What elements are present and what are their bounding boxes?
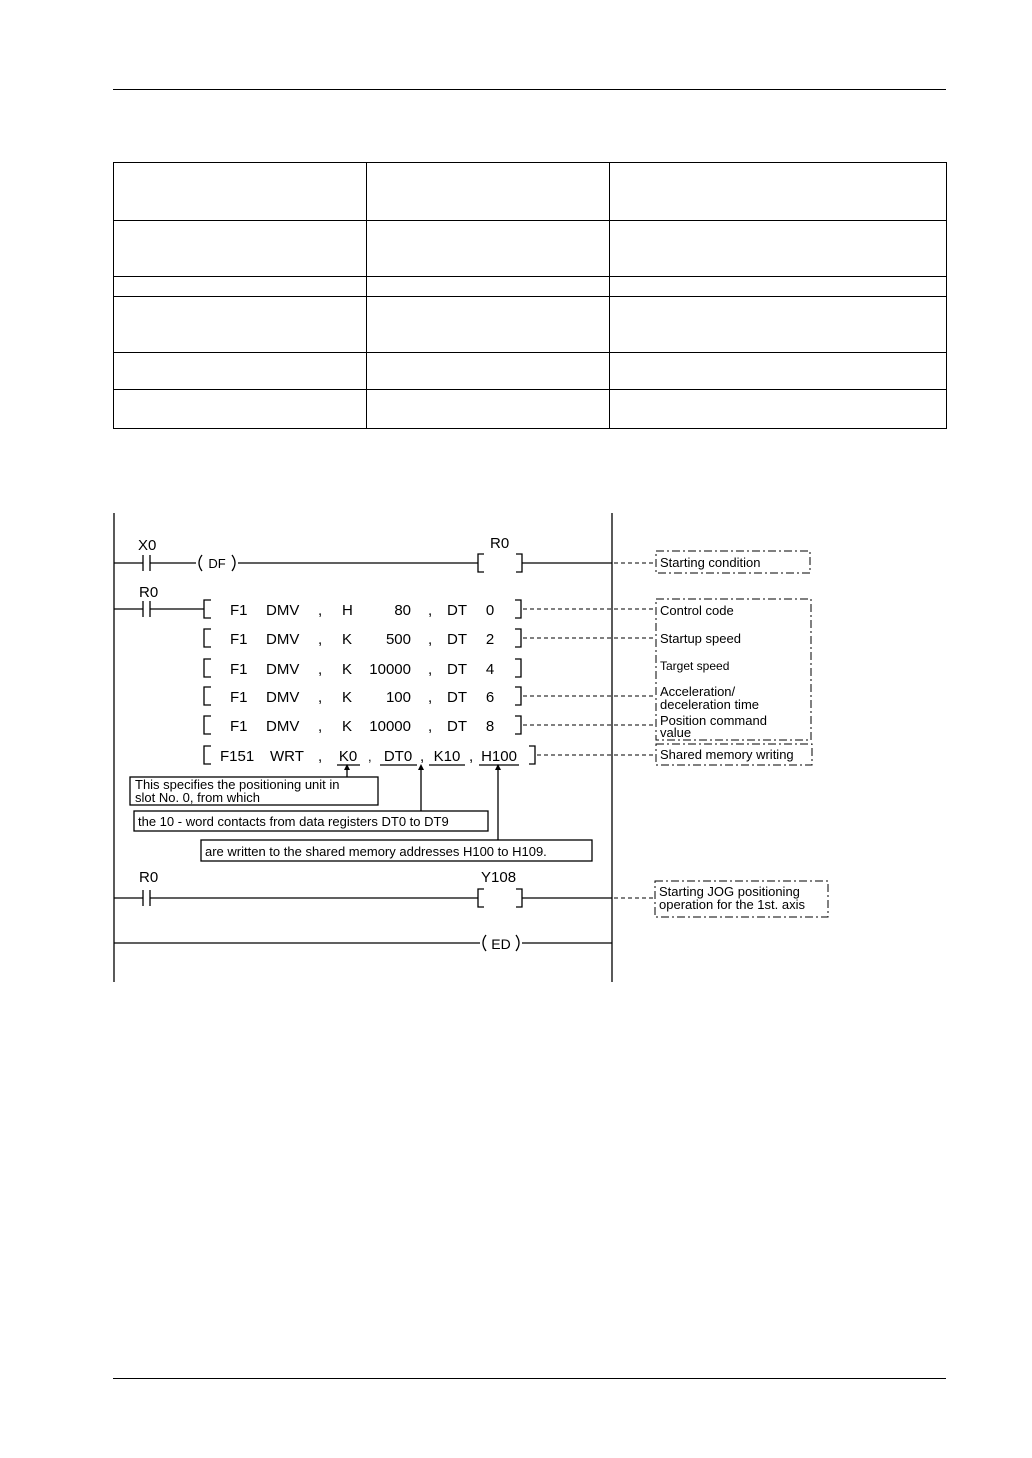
instruction-kind: K — [342, 631, 353, 648]
note-slot-line2: slot No. 0, from which — [135, 790, 260, 805]
instruction-value: 10000 — [369, 718, 411, 735]
wrt-sep: , — [318, 748, 323, 765]
instruction-kind: H — [342, 602, 353, 619]
contact-x0-label: X0 — [138, 537, 157, 554]
instruction-sep: , — [428, 661, 433, 678]
instruction-value: 10000 — [369, 661, 411, 678]
instruction-op: F1 — [230, 718, 248, 735]
instruction-sep: , — [318, 602, 323, 619]
note-contacts: the 10 - word contacts from data registers DT0 to DT9 — [138, 814, 449, 829]
instruction-dest: DT — [447, 631, 467, 648]
wrt-arg-slot: K0 — [338, 748, 358, 765]
wrt-op: F151 — [220, 748, 255, 765]
wrt-sep: , — [420, 748, 425, 765]
instruction-mnemonic: DMV — [266, 631, 300, 648]
instruction-value: 80 — [394, 602, 411, 619]
instruction-sep: , — [318, 718, 323, 735]
instruction-sep: , — [318, 661, 323, 678]
contact-r0-label: R0 — [139, 584, 159, 601]
instruction-sep: , — [318, 631, 323, 648]
instruction-op: F1 — [230, 602, 248, 619]
comment-acceleration-line1: Acceleration/ — [660, 684, 736, 699]
note-slot-line1: This specifies the positioning unit in — [135, 777, 340, 792]
coil-y108-label: Y108 — [481, 869, 517, 886]
instruction-dest: DT — [447, 718, 467, 735]
comment-jog-line2: operation for the 1st. axis — [659, 897, 805, 912]
instruction-value: 500 — [385, 631, 411, 648]
wrt-sep: , — [368, 749, 372, 764]
wrt-arg-source: DT0 — [383, 748, 413, 765]
instruction-sep: , — [318, 689, 323, 706]
instruction-dest: DT — [447, 602, 467, 619]
wrt-arg-address: H100 — [481, 748, 517, 765]
comment-shared-memory: Shared memory writing — [660, 747, 794, 762]
coil-r0-label: R0 — [490, 535, 510, 552]
end-label: ED — [491, 936, 511, 952]
instruction-op: F1 — [230, 661, 248, 678]
instruction-dest: DT — [447, 689, 467, 706]
comment-position-line1: Position command — [660, 713, 767, 728]
contact-r0-label-rung3: R0 — [139, 869, 159, 886]
wrt-mnemonic: WRT — [270, 748, 304, 765]
comment-control-code: Control code — [660, 603, 734, 618]
comment-startup-speed: Startup speed — [660, 631, 741, 646]
instruction-sep: , — [428, 689, 433, 706]
instruction-mnemonic: DMV — [266, 602, 300, 619]
comment-target-speed: Target speed — [660, 659, 730, 673]
instruction-kind: K — [342, 661, 353, 678]
instruction-mnemonic: DMV — [266, 718, 300, 735]
instruction-sep: , — [428, 718, 433, 735]
instruction-index: 0 — [485, 602, 495, 619]
instruction-sep: , — [428, 602, 433, 619]
instruction-kind: K — [342, 689, 353, 706]
instruction-mnemonic: DMV — [266, 689, 300, 706]
instruction-mnemonic: DMV — [266, 661, 300, 678]
instruction-sep: , — [428, 631, 433, 648]
instruction-kind: K — [342, 718, 353, 735]
wrt-arg-count: K10 — [433, 748, 461, 765]
comment-starting-condition: Starting condition — [660, 555, 761, 570]
instruction-index: 2 — [485, 631, 495, 648]
instruction-index: 8 — [485, 718, 495, 735]
comment-acceleration-line2: deceleration time — [660, 697, 759, 712]
comment-position-line2: value — [660, 725, 692, 740]
df-label: DF — [208, 556, 226, 571]
instruction-dest: DT — [447, 661, 467, 678]
comment-jog-line1: Starting JOG positioning — [659, 884, 800, 899]
note-addresses: are written to the shared memory addresses H100 to H109. — [205, 844, 547, 859]
instruction-value: 100 — [385, 689, 411, 706]
instruction-index: 4 — [485, 661, 495, 678]
instruction-op: F1 — [230, 689, 248, 706]
wrt-sep: , — [469, 748, 474, 765]
instruction-index: 6 — [485, 689, 495, 706]
instruction-op: F1 — [230, 631, 248, 648]
